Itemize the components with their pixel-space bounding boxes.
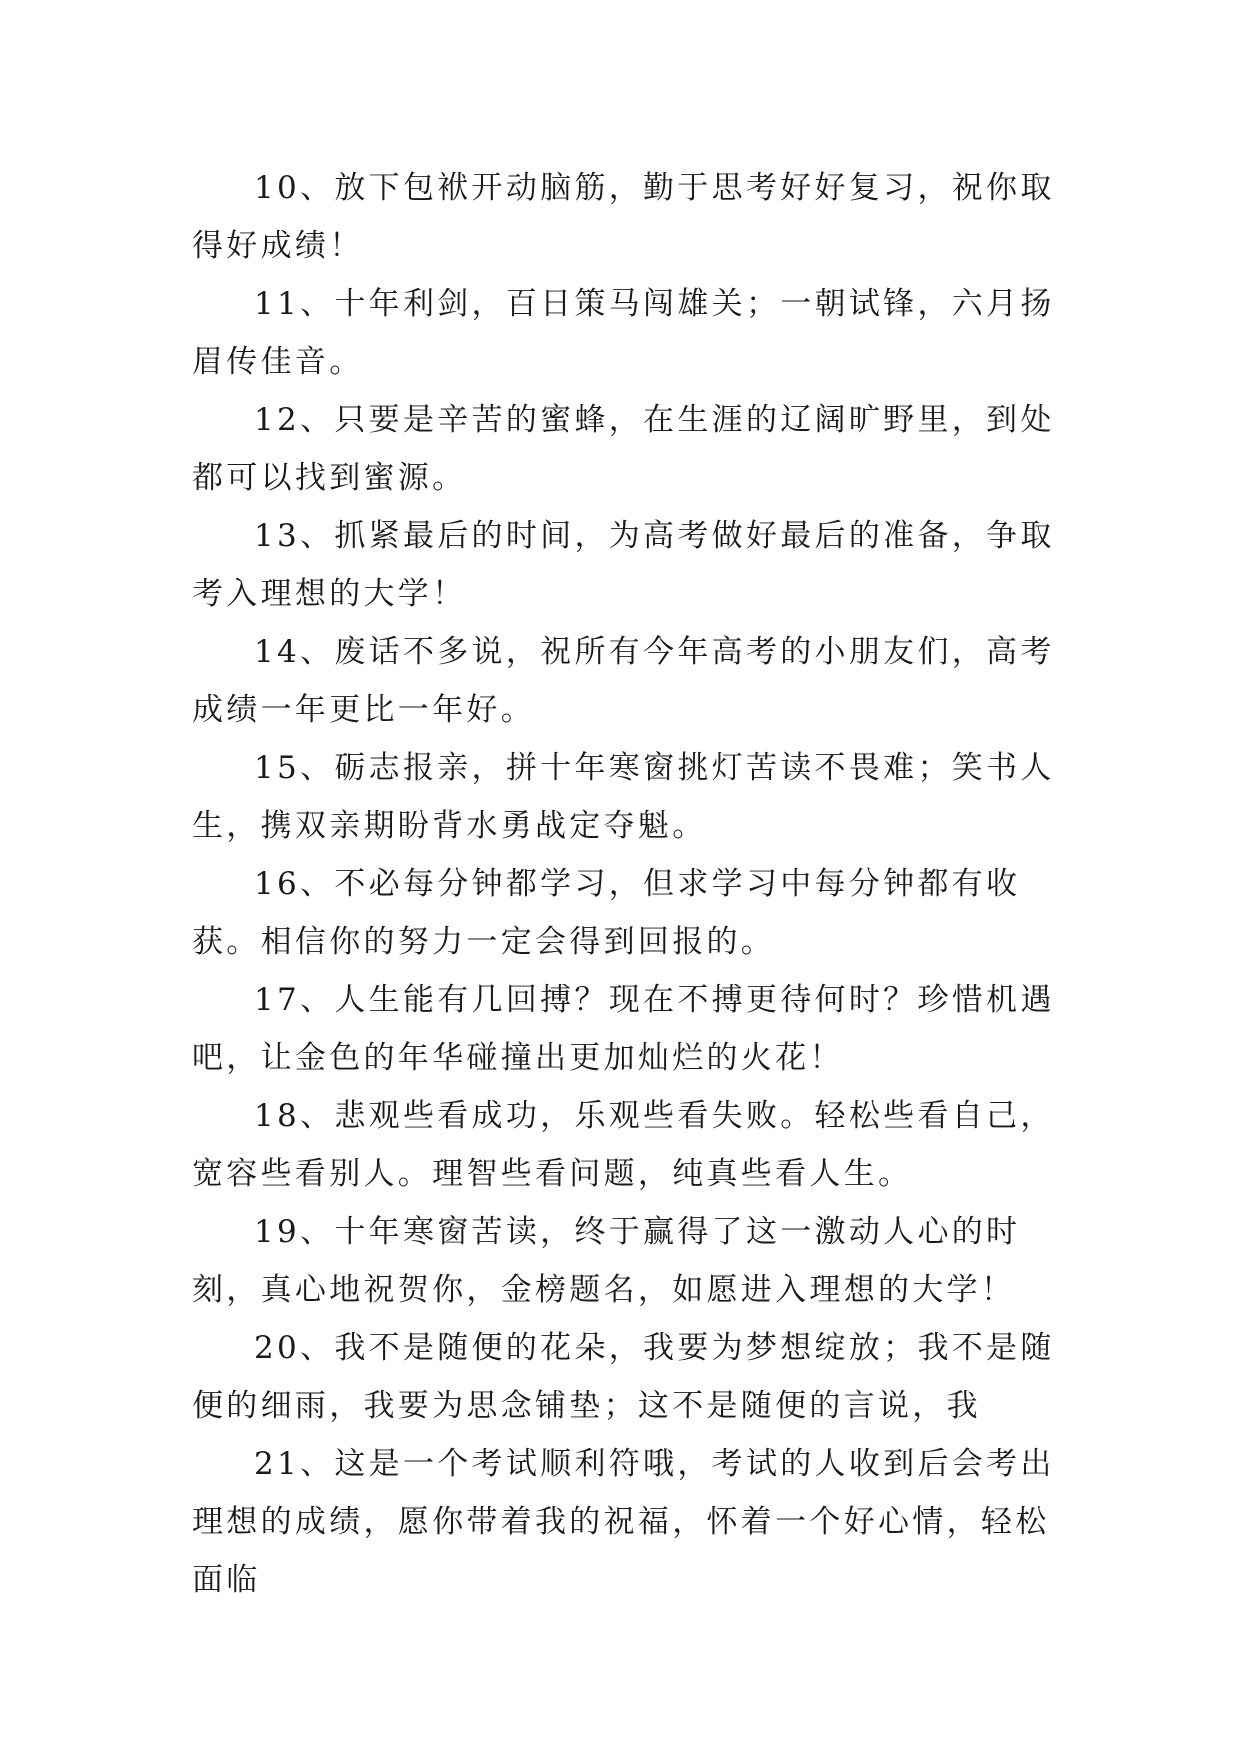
paragraph-15: 15、砺志报亲，拼十年寒窗挑灯苦读不畏难；笑书人生，携双亲期盼背水勇战定夺魁。 xyxy=(192,750,1055,844)
paragraph-11: 11、十年利剑，百日策马闯雄关；一朝试锋，六月扬眉传佳音。 xyxy=(192,286,1055,380)
paragraph-17: 17、人生能有几回搏？现在不搏更待何时？珍惜机遇吧，让金色的年华碰撞出更加灿烂的火花！ xyxy=(192,982,1055,1076)
document-body xyxy=(192,159,1062,1609)
paragraph-19: 19、十年寒窗苦读，终于赢得了这一激动人心的时刻，真心地祝贺你，金榜题名，如愿进入理想的大学！ xyxy=(192,1214,1021,1308)
paragraph-21: 21、这是一个考试顺利符哦，考试的人收到后会考出理想的成绩，愿你带着我的祝福，怀着一个好心情，轻松面临 xyxy=(192,1446,1055,1598)
paragraph-14: 14、废话不多说，祝所有今年高考的小朋友们，高考成绩一年更比一年好。 xyxy=(192,634,1055,728)
paragraph-20: 20、我不是随便的花朵，我要为梦想绽放；我不是随便的细雨，我要为思念铺垫；这不是随便的言说，我 xyxy=(192,1330,1055,1424)
paragraph-16: 16、不必每分钟都学习，但求学习中每分钟都有收获。相信你的努力一定会得到回报的。 xyxy=(192,866,1021,960)
paragraph-18: 18、悲观些看成功，乐观些看失败。轻松些看自己，宽容些看别人。理智些看问题，纯真些看人生。 xyxy=(192,1098,1055,1192)
paragraph-12: 12、只要是辛苦的蜜蜂，在生涯的辽阔旷野里，到处都可以找到蜜源。 xyxy=(192,402,1055,496)
paragraph-10: 10、放下包袱开动脑筋，勤于思考好好复习，祝你取得好成绩！ xyxy=(192,170,1055,264)
paragraph-13: 13、抓紧最后的时间，为高考做好最后的准备，争取考入理想的大学！ xyxy=(192,518,1055,612)
